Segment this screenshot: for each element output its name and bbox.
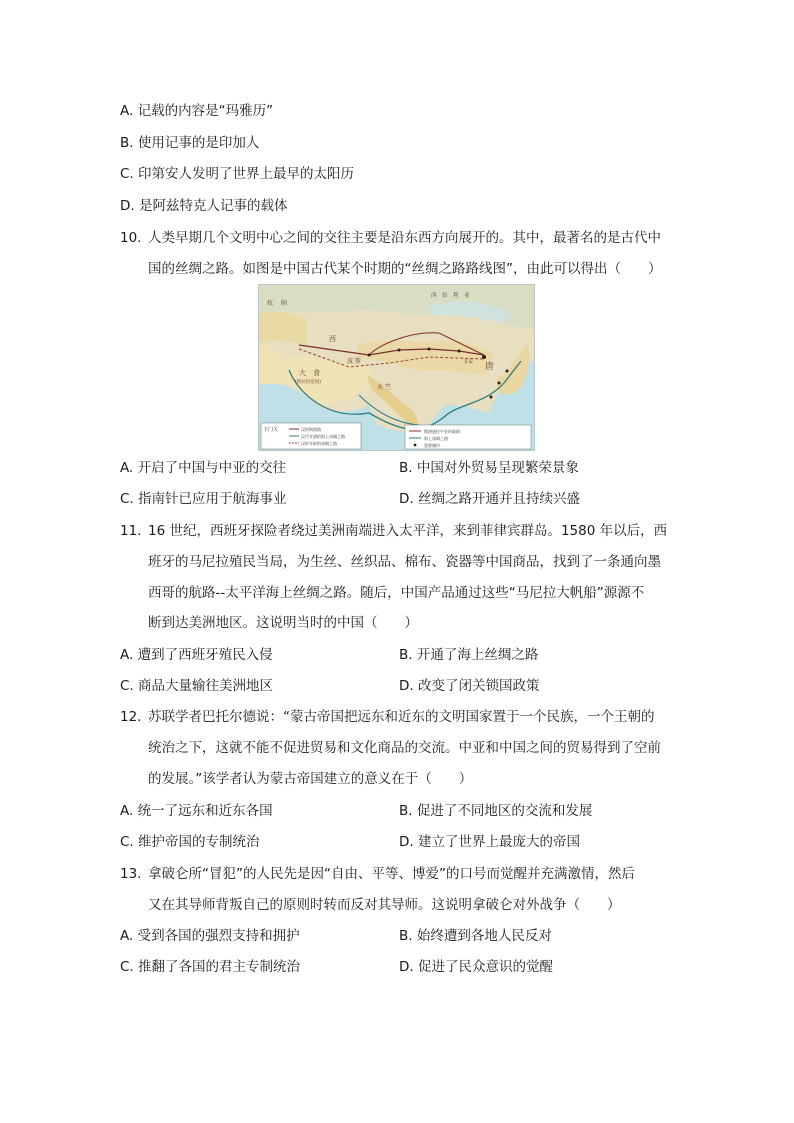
q12-stem-line1: 苏联学者巴托尔德说：“蒙古帝国把远东和近东的文明国家置于一个民族，一个王朝的	[148, 709, 655, 725]
q12-option-c: C. 维护帝国的专制统治	[120, 834, 260, 850]
q11-option-a: A. 遭到了西班牙殖民入侵	[120, 647, 273, 663]
map-label-arabia-sub: (阿拉伯帝国)	[295, 380, 322, 385]
q11-number: 11.	[120, 523, 142, 539]
q13-option-b: B. 始终遭到各地人民反对	[399, 928, 552, 944]
map-label-north: 杭 纳	[267, 300, 287, 307]
q10-stem-line2: 国的丝绸之路。如图是中国古代某个时期的“丝绸之路路线图”，由此可以得出（ ）	[148, 261, 662, 277]
q10-stem-line1: 人类早期几个文明中心之间的交往主要是沿东西方向展开的。其中，最著名的是古代中	[148, 230, 661, 246]
q13-option-d: D. 促进了民众意识的觉醒	[399, 959, 553, 975]
q12-option-d: D. 建立了世界上最庞大的帝国	[399, 834, 580, 850]
q13-option-c: C. 推翻了各国的君主专制统治	[120, 959, 301, 975]
map-legend-2: 汉代开通的海上丝绸之路	[301, 434, 345, 439]
q9-option-a: A. 记载的内容是“玛雅历”	[120, 103, 274, 119]
map-label-arabia: 大 食	[299, 369, 320, 377]
q9-option-b: B. 使用记事的是印加人	[120, 135, 260, 151]
q13-stem-line2: 又在其导师背叛自己的原则时转而反对其导师。这说明拿破仑对外战争（ ）	[148, 897, 621, 913]
map-legend-1: 汉时期商路	[301, 427, 321, 432]
map-legend-5: 海上丝绸之路	[424, 436, 448, 441]
q11-stem-line4: 断到达美洲地区。这说明当时的中国（ ）	[148, 615, 418, 631]
map-label-india: 天 竺	[377, 384, 391, 391]
map-legend-4: 隋唐通往中亚的陆路	[424, 429, 460, 434]
q13-option-a: A. 受到各国的强烈支持和拥护	[120, 928, 300, 944]
map-legend-6: 重要城市	[424, 443, 440, 448]
q10-option-d: D. 丝绸之路开通并且持续兴盛	[399, 491, 580, 507]
q13-stem-line1: 拿破仑所“冒犯”的人民先是因“自由、平等、博爱”的口号而觉醒并充满激情，然后	[148, 866, 635, 882]
map-label-changan: 长安	[464, 360, 473, 365]
q12-option-b: B. 促进了不同地区的交流和发展	[399, 803, 593, 819]
q12-option-a: A. 统一了远东和近东各国	[120, 803, 273, 819]
map-label-persia: 波 斯	[347, 358, 361, 365]
q13-number: 13.	[120, 866, 142, 882]
q12-number: 12.	[120, 709, 142, 725]
q9-option-c: C. 印第安人发明了世界上最早的太阳历	[120, 166, 355, 182]
q11-option-c: C. 商品大量输往美洲地区	[120, 678, 274, 694]
map-label-west: 西	[329, 335, 336, 343]
q11-stem-line2: 班牙的马尼拉殖民当局，为生丝、丝织品、棉布、瓷器等中国商品，找到了一条通向墨	[148, 554, 661, 570]
q10-number: 10.	[120, 230, 142, 246]
q11-option-d: D. 改变了闭关锁国政策	[399, 678, 540, 694]
q12-stem-line2: 统治之下，这就不能不促进贸易和文化商品的交流。中亚和中国之间的贸易得到了空前	[148, 740, 661, 756]
q9-option-d: D. 是阿兹特克人记事的载体	[120, 198, 288, 214]
map-label-tang: 唐	[485, 362, 495, 372]
q12-stem-line3: 的发展。”该学者认为蒙古帝国建立的意义在于（ ）	[148, 771, 473, 787]
silk-road-map	[258, 284, 535, 451]
q11-stem-line1: 16 世纪，西班牙探险者绕过美洲南端进入太平洋，来到菲律宾群岛。1580 年以后，西	[148, 523, 668, 539]
q10-option-c: C. 指南针已应用于航海事业	[120, 491, 287, 507]
q10-option-a: A. 开启了中国与中亚的交往	[120, 460, 287, 476]
map-legend-3: 汉时开辟的丝绸之路	[301, 441, 337, 446]
q10-option-b: B. 中国对外贸易呈现繁荣景象	[399, 460, 579, 476]
map-legend-title: 玉门关	[263, 427, 279, 433]
map-label-siberia: 西 伯 利 亚	[431, 293, 470, 299]
q11-stem-line3: 西哥的航路--太平洋海上丝绸之路。随后，中国产品通过这些“马尼拉大帆船”源源不	[148, 585, 645, 601]
q11-option-b: B. 开通了海上丝绸之路	[399, 647, 539, 663]
